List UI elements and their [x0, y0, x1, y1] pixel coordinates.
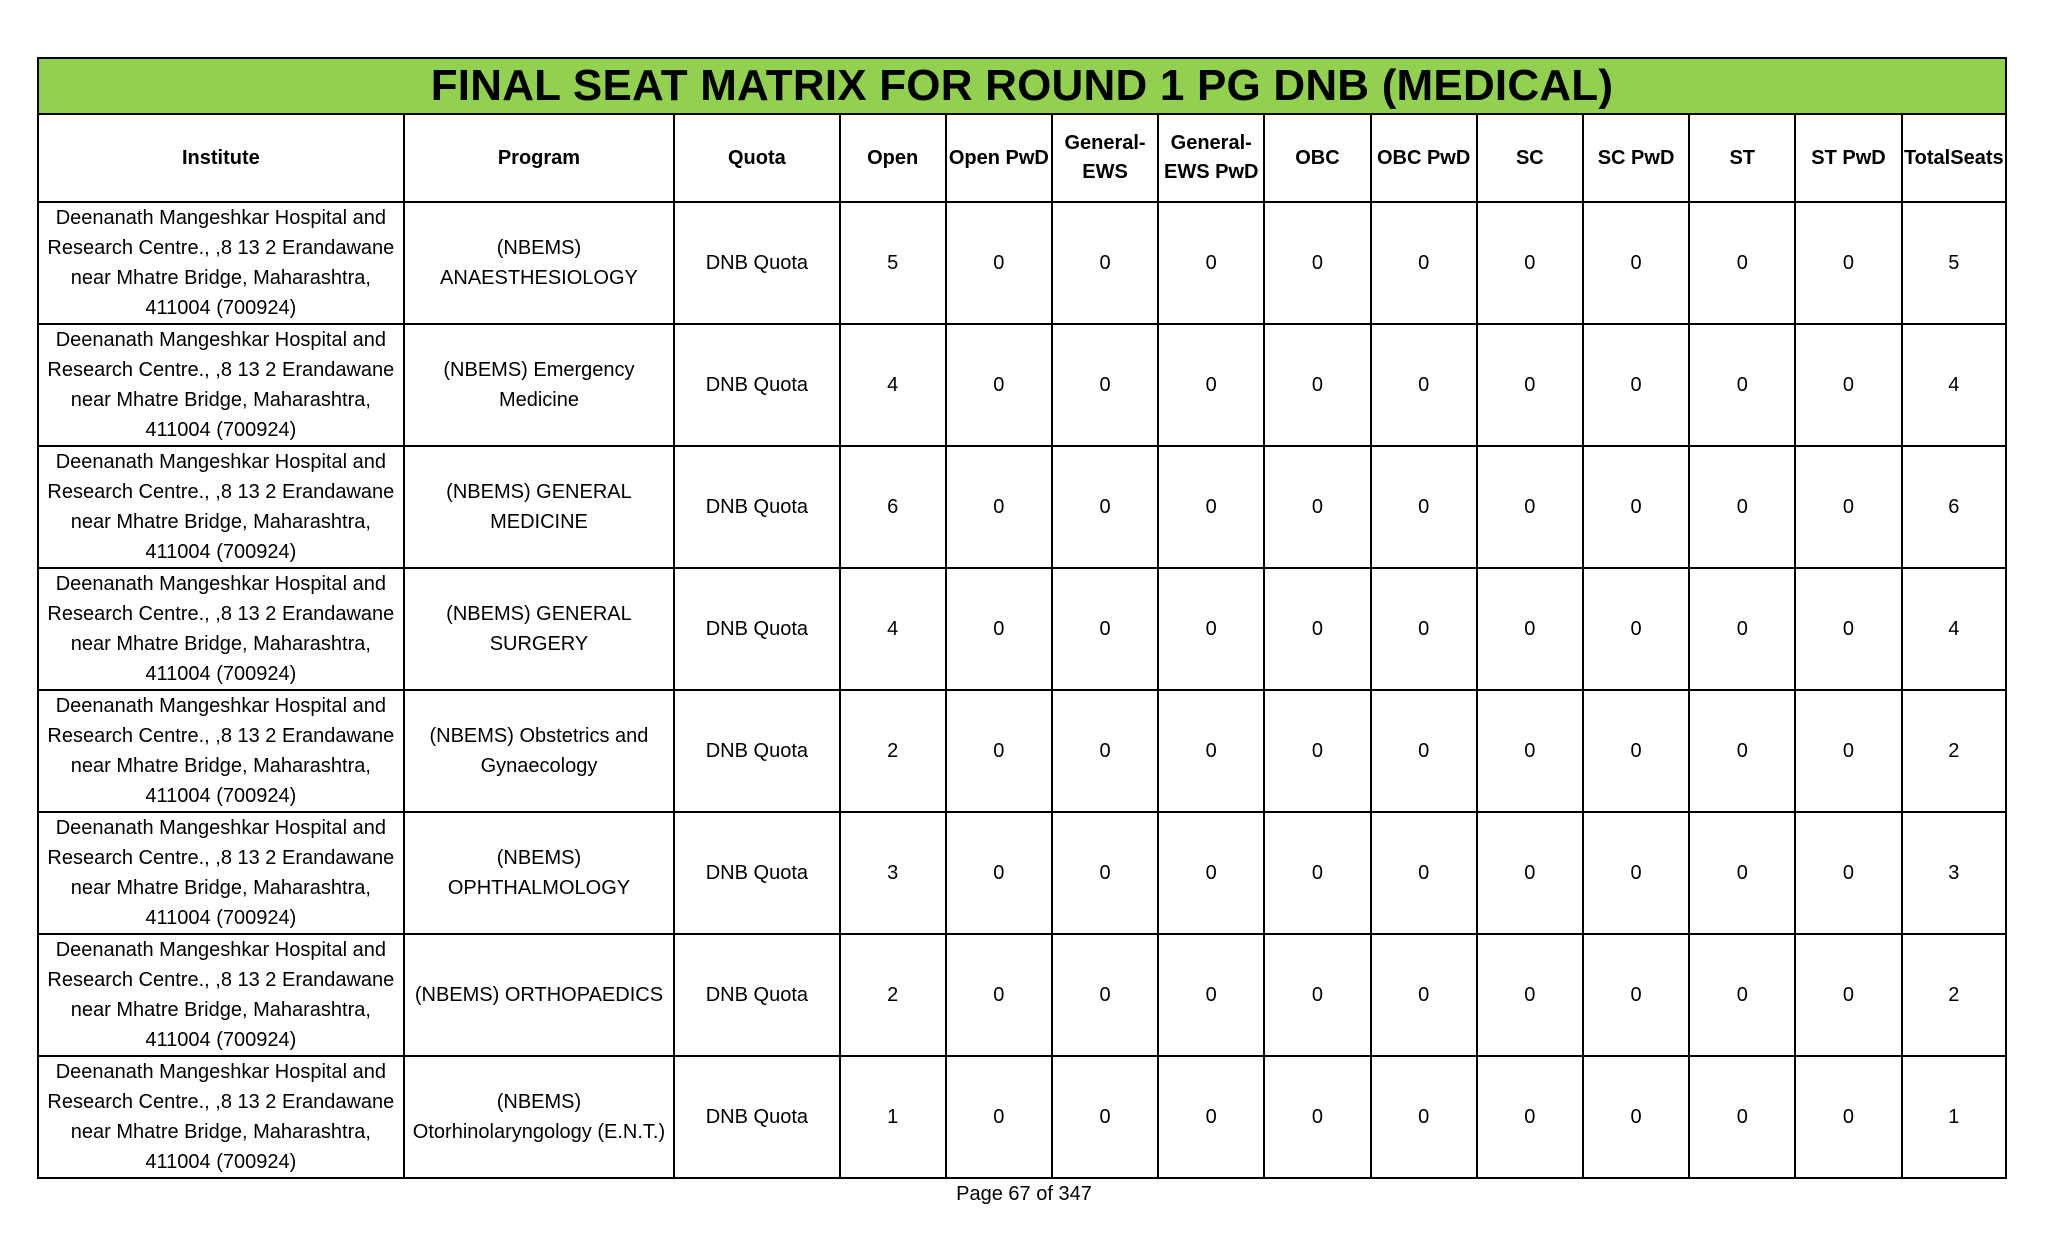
sc-pwd-cell: 0 [1583, 812, 1689, 934]
col-header-obc-pwd: OBC PwD [1371, 114, 1477, 202]
program-cell: (NBEMS) GENERAL MEDICINE [404, 446, 675, 568]
general-ews-pwd-cell: 0 [1158, 202, 1264, 324]
sc-cell: 0 [1477, 324, 1583, 446]
col-header-program: Program [404, 114, 675, 202]
obc-cell: 0 [1264, 934, 1370, 1056]
general-ews-pwd-cell: 0 [1158, 446, 1264, 568]
institute-cell: Deenanath Mangeshkar Hospital and Research Centre., ,8 13 2 Erandawane near Mhatre Bridge, Maharashtra, 411004 (700924) [38, 934, 404, 1056]
col-header-general-ews: General-EWS [1052, 114, 1158, 202]
obc-cell: 0 [1264, 690, 1370, 812]
st-pwd-cell: 0 [1795, 568, 1901, 690]
open-pwd-cell: 0 [946, 690, 1052, 812]
st-pwd-cell: 0 [1795, 202, 1901, 324]
sc-cell: 0 [1477, 568, 1583, 690]
obc-cell: 0 [1264, 568, 1370, 690]
obc-cell: 0 [1264, 202, 1370, 324]
total-seats-cell: 2 [1902, 690, 2006, 812]
table-row [38, 812, 2006, 934]
total-seats-cell: 2 [1902, 934, 2006, 1056]
table-row [38, 690, 2006, 812]
total-seats-cell: 3 [1902, 812, 2006, 934]
quota-cell: DNB Quota [674, 934, 839, 1056]
table-row [38, 324, 2006, 446]
institute-cell: Deenanath Mangeshkar Hospital and Research Centre., ,8 13 2 Erandawane near Mhatre Bridge, Maharashtra, 411004 (700924) [38, 690, 404, 812]
st-cell: 0 [1689, 812, 1795, 934]
quota-cell: DNB Quota [674, 1056, 839, 1178]
total-seats-cell: 4 [1902, 568, 2006, 690]
open-cell: 6 [840, 446, 946, 568]
program-cell: (NBEMS) Emergency Medicine [404, 324, 675, 446]
col-header-sc-pwd: SC PwD [1583, 114, 1689, 202]
general-ews-cell: 0 [1052, 324, 1158, 446]
table-row [38, 202, 2006, 324]
page-number: Page 67 of 347 [956, 1183, 1092, 1205]
open-cell: 2 [840, 934, 946, 1056]
open-cell: 2 [840, 690, 946, 812]
st-pwd-cell: 0 [1795, 812, 1901, 934]
obc-pwd-cell: 0 [1371, 202, 1477, 324]
sc-cell: 0 [1477, 446, 1583, 568]
header-row [38, 114, 2006, 202]
seat-matrix-table [37, 57, 2007, 1179]
obc-pwd-cell: 0 [1371, 446, 1477, 568]
sc-cell: 0 [1477, 934, 1583, 1056]
program-cell: (NBEMS) OPHTHALMOLOGY [404, 812, 675, 934]
obc-cell: 0 [1264, 812, 1370, 934]
general-ews-pwd-cell: 0 [1158, 934, 1264, 1056]
quota-cell: DNB Quota [674, 568, 839, 690]
open-pwd-cell: 0 [946, 446, 1052, 568]
general-ews-cell: 0 [1052, 202, 1158, 324]
obc-cell: 0 [1264, 446, 1370, 568]
sc-cell: 0 [1477, 1056, 1583, 1178]
st-cell: 0 [1689, 324, 1795, 446]
table-title: FINAL SEAT MATRIX FOR ROUND 1 PG DNB (MEDICAL) [38, 58, 2006, 114]
program-cell: (NBEMS) Otorhinolaryngology (E.N.T.) [404, 1056, 675, 1178]
st-pwd-cell: 0 [1795, 690, 1901, 812]
open-pwd-cell: 0 [946, 934, 1052, 1056]
institute-cell: Deenanath Mangeshkar Hospital and Research Centre., ,8 13 2 Erandawane near Mhatre Bridge, Maharashtra, 411004 (700924) [38, 202, 404, 324]
col-header-sc: SC [1477, 114, 1583, 202]
general-ews-cell: 0 [1052, 690, 1158, 812]
program-cell: (NBEMS) ANAESTHESIOLOGY [404, 202, 675, 324]
sc-pwd-cell: 0 [1583, 324, 1689, 446]
quota-cell: DNB Quota [674, 690, 839, 812]
open-pwd-cell: 0 [946, 568, 1052, 690]
sc-cell: 0 [1477, 812, 1583, 934]
obc-pwd-cell: 0 [1371, 812, 1477, 934]
table-row [38, 446, 2006, 568]
open-pwd-cell: 0 [946, 812, 1052, 934]
program-cell: (NBEMS) ORTHOPAEDICS [404, 934, 675, 1056]
table-body [38, 202, 2006, 1178]
open-pwd-cell: 0 [946, 324, 1052, 446]
general-ews-cell: 0 [1052, 934, 1158, 1056]
col-header-total-seats: TotalSeats [1902, 114, 2006, 202]
institute-cell: Deenanath Mangeshkar Hospital and Research Centre., ,8 13 2 Erandawane near Mhatre Bridge, Maharashtra, 411004 (700924) [38, 324, 404, 446]
open-cell: 1 [840, 1056, 946, 1178]
general-ews-cell: 0 [1052, 812, 1158, 934]
sc-pwd-cell: 0 [1583, 690, 1689, 812]
obc-pwd-cell: 0 [1371, 1056, 1477, 1178]
total-seats-cell: 1 [1902, 1056, 2006, 1178]
institute-cell: Deenanath Mangeshkar Hospital and Research Centre., ,8 13 2 Erandawane near Mhatre Bridge, Maharashtra, 411004 (700924) [38, 568, 404, 690]
col-header-quota: Quota [674, 114, 839, 202]
general-ews-pwd-cell: 0 [1158, 690, 1264, 812]
quota-cell: DNB Quota [674, 812, 839, 934]
st-cell: 0 [1689, 568, 1795, 690]
general-ews-cell: 0 [1052, 568, 1158, 690]
st-pwd-cell: 0 [1795, 1056, 1901, 1178]
st-cell: 0 [1689, 202, 1795, 324]
program-cell: (NBEMS) Obstetrics and Gynaecology [404, 690, 675, 812]
institute-cell: Deenanath Mangeshkar Hospital and Research Centre., ,8 13 2 Erandawane near Mhatre Bridge, Maharashtra, 411004 (700924) [38, 812, 404, 934]
open-cell: 4 [840, 568, 946, 690]
general-ews-pwd-cell: 0 [1158, 1056, 1264, 1178]
quota-cell: DNB Quota [674, 324, 839, 446]
general-ews-cell: 0 [1052, 1056, 1158, 1178]
general-ews-pwd-cell: 0 [1158, 812, 1264, 934]
general-ews-pwd-cell: 0 [1158, 568, 1264, 690]
st-cell: 0 [1689, 446, 1795, 568]
open-cell: 3 [840, 812, 946, 934]
program-cell: (NBEMS) GENERAL SURGERY [404, 568, 675, 690]
st-cell: 0 [1689, 1056, 1795, 1178]
sc-pwd-cell: 0 [1583, 202, 1689, 324]
col-header-general-ews-pwd: General-EWS PwD [1158, 114, 1264, 202]
col-header-open-pwd: Open PwD [946, 114, 1052, 202]
institute-cell: Deenanath Mangeshkar Hospital and Research Centre., ,8 13 2 Erandawane near Mhatre Bridge, Maharashtra, 411004 (700924) [38, 446, 404, 568]
obc-cell: 0 [1264, 1056, 1370, 1178]
sc-pwd-cell: 0 [1583, 934, 1689, 1056]
general-ews-pwd-cell: 0 [1158, 324, 1264, 446]
total-seats-cell: 4 [1902, 324, 2006, 446]
st-pwd-cell: 0 [1795, 446, 1901, 568]
st-pwd-cell: 0 [1795, 934, 1901, 1056]
obc-pwd-cell: 0 [1371, 324, 1477, 446]
sc-cell: 0 [1477, 202, 1583, 324]
sc-cell: 0 [1477, 690, 1583, 812]
obc-pwd-cell: 0 [1371, 690, 1477, 812]
obc-cell: 0 [1264, 324, 1370, 446]
total-seats-cell: 5 [1902, 202, 2006, 324]
col-header-st-pwd: ST PwD [1795, 114, 1901, 202]
col-header-obc: OBC [1264, 114, 1370, 202]
total-seats-cell: 6 [1902, 446, 2006, 568]
col-header-st: ST [1689, 114, 1795, 202]
open-cell: 4 [840, 324, 946, 446]
sc-pwd-cell: 0 [1583, 1056, 1689, 1178]
st-cell: 0 [1689, 934, 1795, 1056]
open-pwd-cell: 0 [946, 1056, 1052, 1178]
general-ews-cell: 0 [1052, 446, 1158, 568]
quota-cell: DNB Quota [674, 202, 839, 324]
table-row [38, 568, 2006, 690]
open-cell: 5 [840, 202, 946, 324]
col-header-open: Open [840, 114, 946, 202]
st-pwd-cell: 0 [1795, 324, 1901, 446]
sc-pwd-cell: 0 [1583, 568, 1689, 690]
obc-pwd-cell: 0 [1371, 568, 1477, 690]
st-cell: 0 [1689, 690, 1795, 812]
obc-pwd-cell: 0 [1371, 934, 1477, 1056]
table-row [38, 1056, 2006, 1178]
table-row [38, 934, 2006, 1056]
institute-cell: Deenanath Mangeshkar Hospital and Research Centre., ,8 13 2 Erandawane near Mhatre Bridge, Maharashtra, 411004 (700924) [38, 1056, 404, 1178]
open-pwd-cell: 0 [946, 202, 1052, 324]
sc-pwd-cell: 0 [1583, 446, 1689, 568]
col-header-institute: Institute [38, 114, 404, 202]
quota-cell: DNB Quota [674, 446, 839, 568]
